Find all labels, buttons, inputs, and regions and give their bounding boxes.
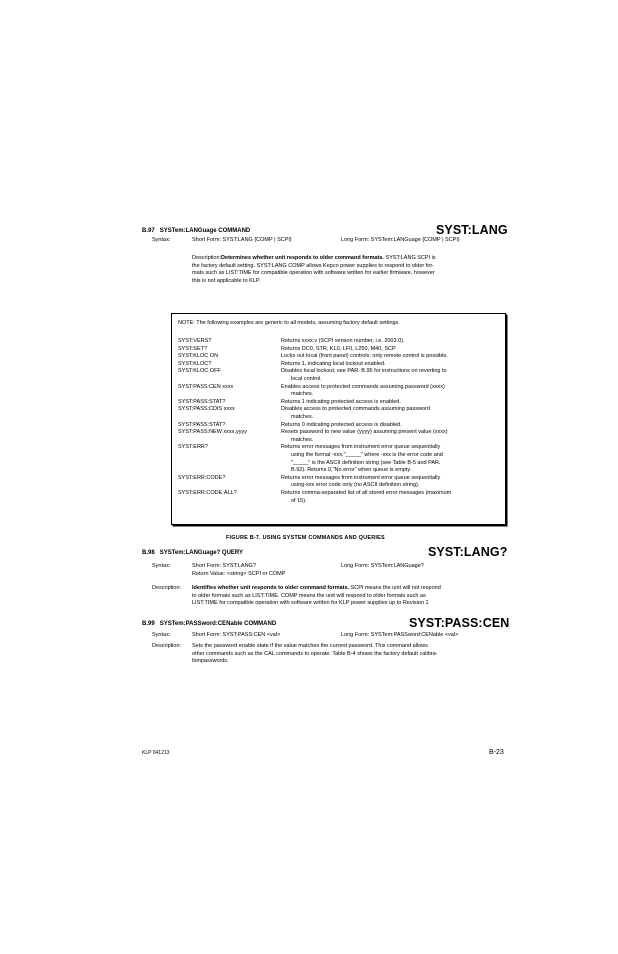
figure-row-description-line: Returns 0 indicating protected access is disabled. (281, 421, 402, 428)
b99-desc-line2: other commands such as the CAL commands to operate. Table B-4 shows the factory default calibra- (192, 650, 438, 657)
b97-description (192, 255, 508, 285)
figure-row-description-line: matches. (291, 436, 314, 443)
b97-desc-line2: the factory default setting. SYST:LANG COMP allows Kepco power supplies to respond to older for- (192, 262, 435, 269)
figure-row-description (281, 475, 500, 490)
figure-row-description-line: Resets password to new value (yyyy) assuming present value (xxxx) (281, 429, 448, 436)
figure-row-description-line: Returns 1 indicating protected access is enabled. (281, 398, 401, 405)
b98-return-value: Return Value: <string> SCPI or COMP (192, 571, 286, 577)
figure-b7-box (171, 313, 506, 525)
b99-desc-line1: Sets the password enable state if the value matches the current password. This command allows (192, 643, 428, 649)
figure-row-description (281, 361, 500, 369)
figure-caption: FIGURE B-7. USING SYSTEM COMMANDS AND QUERIES (226, 535, 385, 541)
figure-row-description (281, 338, 500, 346)
figure-row-description-line: Returns DC0, STR, KL0, LF0, L250, M40, SCP (281, 345, 396, 352)
figure-row-description (281, 384, 500, 399)
figure-row-description (281, 399, 500, 407)
b97-desc-line1: SYST:LANG SCPI is (383, 255, 436, 261)
figure-row-description-line: "_____" is the ASCII definition string (see Table B-5 and PAR. (291, 459, 441, 466)
b99-desc-line3: tionpasswords. (192, 658, 229, 665)
b97-desc-line3: mats such as LIST:TIME for compatible operation with software written for earlier firmware, however (192, 270, 435, 277)
figure-row-description-line: Returns 1, indicating local lockout enabled. (281, 360, 386, 367)
section-b99-command: SYST:PASS:CEN (409, 616, 510, 630)
b97-desc-line4: this is not applicable to KLP. (192, 277, 261, 284)
figure-row-description (281, 429, 500, 444)
figure-row-command: SYST:ERR:CODE:ALL? (178, 490, 237, 496)
section-b98-command: SYST:LANG? (428, 545, 508, 559)
figure-row-command: SYST:KLOC ON (178, 353, 219, 360)
b97-desc-label: Description: (192, 255, 222, 261)
b98-short-form: Short Form: SYST:LANG? (192, 563, 256, 569)
figure-row-description (281, 368, 500, 383)
figure-note: NOTE: The following examples are generic to all models, assuming factory default settings. (178, 320, 400, 326)
figure-row-command: SYST:PASS:CDIS xxxx (178, 406, 235, 413)
b98-description (192, 585, 508, 608)
figure-row-description-line: B.92). Returns 0,"No error" when queue is empty. (291, 467, 412, 474)
figure-row-command: SYST:PASS:NEW xxxx,yyyy (178, 429, 247, 436)
figure-row-command: SYST:PASS:CEN xxxx (178, 383, 234, 390)
figure-row-description (281, 490, 500, 505)
b98-desc-label: Description: (152, 585, 182, 591)
section-b99-number: B.99 (142, 621, 155, 627)
b99-syntax-label: Syntax: (152, 632, 171, 638)
figure-row-command: SYST:KLOC OFF (178, 368, 221, 375)
figure-row-description-line: using the format -xxx,"_____" where -xxx is the error code and (291, 451, 443, 458)
b97-desc-bold: Determines whether unit responds to older command formats. (221, 255, 384, 261)
figure-row-description (281, 406, 500, 421)
figure-row-description-line: matches. (291, 413, 314, 420)
b98-desc-line2: to older formats such as LIST:TIME. COMP means the unit will respond to older formats such as (192, 592, 426, 599)
figure-row-description-line: using-xxx error code only (no ASCII definition string). (291, 482, 420, 489)
figure-row-description-line: Disables access to protected commands assuming password (281, 406, 430, 413)
figure-row-description-line: Returns error messages from instrument error queue sequentially (281, 444, 441, 451)
b98-desc-line1: SCPI means the unit will not respond (349, 585, 441, 591)
b98-desc-line3: LIST:TIME for compatible operation with software written for KLP power supplies up to Revision 1 (192, 600, 429, 607)
figure-row-description-line: Locks out local (front panel) controls; only remote control is possible. (281, 353, 448, 360)
b99-desc-label: Description: (152, 643, 182, 649)
b97-syntax-label: Syntax: (152, 237, 171, 243)
section-b99-heading (142, 620, 276, 628)
b99-description (192, 643, 508, 666)
section-b97-command: SYST:LANG (436, 223, 508, 237)
figure-row-command: SYST:PASS:STAT? (178, 398, 226, 405)
figure-row-command: SYST:ERR:CODE? (178, 474, 226, 481)
footer-page-number: B-23 (489, 749, 504, 756)
section-b97-title: SYSTem:LANGuage COMMAND (159, 228, 251, 234)
figure-row-description-line: Returns error messages from instrument error queue sequentially (281, 474, 441, 481)
figure-row-description-line: Enables access to protected commands assuming password (xxxx) (281, 383, 445, 390)
section-b98-heading (142, 549, 243, 557)
b98-syntax-label: Syntax: (152, 563, 171, 569)
figure-row-description-line: Disables local lockout; see PAR. B.95 for instructions on reverting to (281, 368, 447, 375)
figure-row-description-line: of 15). (291, 497, 307, 504)
section-b97-heading (142, 227, 250, 235)
figure-row-description (281, 346, 500, 354)
figure-row-description-line: matches. (291, 391, 314, 398)
figure-row-description-line: Returns comma-separated list of all stored error messages (maximum (281, 490, 452, 496)
figure-row-description (281, 444, 500, 474)
b98-long-form: Long Form: SYSTem:LANGuage? (341, 563, 424, 569)
section-b98-number: B.98 (142, 550, 155, 556)
b97-long-form: Long Form: SYSTem:LANGuage {COMP | SCPI} (341, 237, 460, 243)
b97-short-form: Short Form: SYST:LANG {COMP | SCPI} (192, 237, 292, 243)
b99-long-form: Long Form: SYSTem:PASSword:CENable <val> (341, 632, 459, 638)
b98-desc-bold: Identifies whether unit responds to older command formats. (192, 585, 350, 591)
footer-doc-id: KLP 041213 (142, 750, 170, 756)
figure-row-description (281, 422, 500, 430)
b99-short-form: Short Form: SYST:PASS:CEN <val> (192, 632, 281, 638)
figure-row-description-line: Returns xxxx.v (SCPI version number, i.e. 2003.0). (281, 338, 405, 344)
figure-row-description (281, 353, 500, 361)
figure-row-command: SYST:PASS:STAT? (178, 421, 226, 428)
figure-row-command: SYST:VERS? (178, 338, 212, 344)
section-b99-title: SYSTem:PASSword:CENable COMMAND (159, 621, 277, 627)
section-b98-title: SYSTem:LANGuage? QUERY (159, 550, 244, 556)
figure-row-command: SYST:ERR? (178, 444, 208, 451)
figure-row-command: SYST:KLOC? (178, 360, 212, 367)
figure-row-command: SYST:SET? (178, 345, 208, 352)
section-b97-number: B.97 (142, 228, 155, 234)
figure-row-description-line: local control. (291, 375, 322, 382)
